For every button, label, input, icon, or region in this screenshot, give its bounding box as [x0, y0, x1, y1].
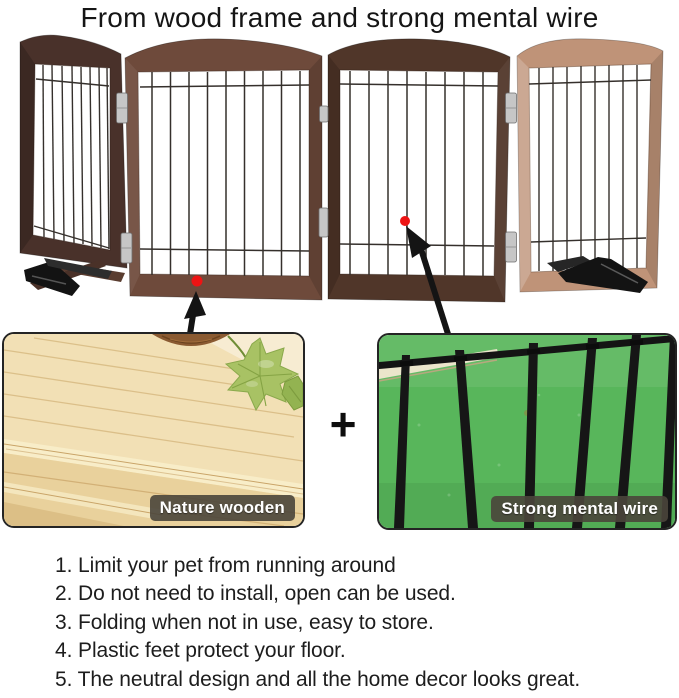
wood-detail-photo	[2, 332, 305, 528]
wire-detail-photo	[377, 333, 677, 530]
feature-item-5: 5. The neutral design and all the home decor looks great.	[55, 667, 581, 691]
headline: From wood frame and strong mental wire	[80, 2, 599, 33]
gate-panel-4	[517, 39, 663, 292]
wire-label: Strong mental wire	[491, 496, 668, 522]
feature-item-1: 1. Limit your pet from running around	[55, 554, 396, 577]
gate-panel-2	[125, 39, 322, 300]
gate-panel-3	[328, 39, 510, 302]
plus-sign: +	[329, 398, 357, 450]
gate-panel-1	[20, 35, 127, 290]
feature-item-4: 4. Plastic feet protect your floor.	[55, 639, 346, 663]
pet-gate-photo	[0, 30, 679, 335]
wood-label: Nature wooden	[150, 495, 295, 521]
feature-item-2: 2. Do not need to install, open can be used.	[55, 582, 456, 606]
feature-item-3: 3. Folding when not in use, easy to store.	[55, 610, 434, 634]
feature-list	[0, 552, 679, 694]
